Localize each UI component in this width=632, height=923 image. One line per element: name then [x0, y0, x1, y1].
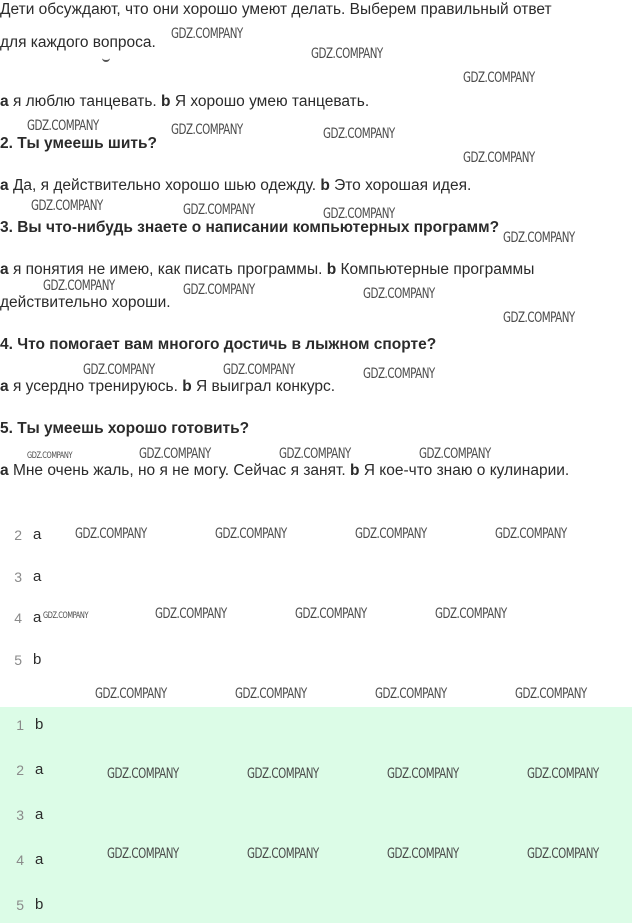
- question-2-title: 2. Ты умеешь шить?: [0, 135, 157, 152]
- watermark: GDZ.COMPANY: [495, 526, 567, 542]
- question-3-title: 3. Вы что-нибудь знаете о написании компьютерных программ?: [0, 219, 500, 236]
- option-letter-b: b: [320, 177, 330, 194]
- answer-number: 1: [16, 717, 24, 733]
- watermark: GDZ.COMPANY: [139, 446, 211, 462]
- question-4-title: 4. Что помогает вам многого достичь в лыжном спорте?: [0, 336, 437, 353]
- option-b-text: Я кое-что знаю о кулинарии.: [363, 462, 570, 479]
- watermark: GDZ.COMPANY: [171, 26, 243, 42]
- watermark: GDZ.COMPANY: [323, 126, 395, 142]
- watermark: GDZ.COMPANY: [247, 846, 319, 862]
- option-letter-a: a: [0, 177, 9, 194]
- watermark: GDZ.COMPANY: [155, 606, 227, 622]
- watermark: GDZ.COMPANY: [75, 526, 147, 542]
- watermark: GDZ.COMPANY: [235, 686, 307, 702]
- option-letter-b: b: [326, 261, 337, 278]
- watermark: GDZ.COMPANY: [527, 846, 599, 862]
- watermark: GDZ.COMPANY: [527, 766, 599, 782]
- answer-number: 2: [14, 527, 22, 543]
- option-letter-b: b: [161, 93, 171, 110]
- question-5-title: 5. Ты умеешь хорошо готовить?: [0, 420, 250, 437]
- watermark: GDZ.COMPANY: [363, 286, 435, 302]
- answer-letter: a: [35, 851, 44, 868]
- watermark: GDZ.COMPANY: [419, 446, 491, 462]
- answer-letter: a: [35, 761, 44, 778]
- watermark: GDZ.COMPANY: [363, 366, 435, 382]
- watermark: GDZ.COMPANY: [503, 310, 575, 326]
- question-3-options-continued: действительно хороши.: [0, 294, 171, 311]
- answer-letter: a: [33, 609, 42, 626]
- watermark: GDZ.COMPANY: [31, 198, 103, 214]
- answer-number: 4: [16, 852, 24, 868]
- answer-key-panel: [0, 707, 632, 923]
- option-letter-b: b: [350, 462, 360, 479]
- option-letter-a: a: [0, 462, 9, 479]
- answer-letter: a: [35, 806, 44, 823]
- intro-line-2: для каждого вопроса.: [0, 34, 156, 51]
- watermark: GDZ.COMPANY: [503, 230, 575, 246]
- answer-letter: a: [33, 568, 42, 585]
- answer-number: 3: [16, 807, 24, 823]
- option-letter-b: b: [182, 378, 192, 395]
- answer-number: 5: [16, 897, 24, 913]
- watermark: GDZ.COMPANY: [247, 766, 319, 782]
- watermark: GDZ.COMPANY: [435, 606, 507, 622]
- watermark: GDZ.COMPANY: [223, 362, 295, 378]
- answer-letter: b: [35, 716, 44, 733]
- answer-number: 2: [16, 762, 24, 778]
- option-letter-a: a: [0, 261, 9, 278]
- option-b-text: Я выиграл конкурс.: [195, 378, 336, 395]
- option-a-text: Мне очень жаль, но я не могу. Сейчас я занят.: [12, 462, 346, 479]
- watermark: GDZ.COMPANY: [279, 446, 351, 462]
- question-1-options: [0, 92, 369, 112]
- watermark: GDZ.COMPANY: [375, 686, 447, 702]
- watermark: GDZ.COMPANY: [215, 526, 287, 542]
- option-letter-a: a: [0, 93, 9, 110]
- watermark: GDZ.COMPANY: [107, 766, 179, 782]
- answer-letter: b: [33, 651, 42, 668]
- watermark: GDZ.COMPANY: [27, 451, 73, 461]
- watermark: GDZ.COMPANY: [311, 46, 383, 62]
- question-3-options: [0, 260, 534, 280]
- watermark: GDZ.COMPANY: [463, 70, 535, 86]
- option-b-text: Компьютерные программы: [340, 261, 535, 278]
- watermark: GDZ.COMPANY: [43, 611, 89, 621]
- option-a-text: Да, я действительно хорошо шью одежду.: [12, 177, 316, 194]
- watermark: GDZ.COMPANY: [355, 526, 427, 542]
- option-a-text: я люблю танцевать.: [12, 93, 157, 110]
- watermark: GDZ.COMPANY: [171, 122, 243, 138]
- option-a-text: я усердно тренируюсь.: [12, 378, 178, 395]
- watermark: GDZ.COMPANY: [515, 686, 587, 702]
- watermark: GDZ.COMPANY: [83, 362, 155, 378]
- intro-line-1: Дети обсуждают, что они хорошо умеют делать. Выберем правильный ответ: [0, 1, 552, 18]
- answer-letter: a: [33, 526, 42, 543]
- watermark: GDZ.COMPANY: [463, 150, 535, 166]
- answer-number: 4: [14, 610, 22, 626]
- watermark: GDZ.COMPANY: [95, 686, 167, 702]
- watermark: GDZ.COMPANY: [387, 846, 459, 862]
- option-b-text: Это хорошая идея.: [334, 177, 472, 194]
- watermark: GDZ.COMPANY: [295, 606, 367, 622]
- watermark: GDZ.COMPANY: [107, 846, 179, 862]
- cut-off-glyph: [102, 56, 110, 62]
- question-5-options: [0, 461, 569, 481]
- answer-number: 3: [14, 569, 22, 585]
- watermark: GDZ.COMPANY: [323, 206, 395, 222]
- option-letter-a: a: [0, 378, 9, 395]
- question-4-options: [0, 377, 335, 397]
- option-b-text: Я хорошо умею танцевать.: [174, 93, 370, 110]
- watermark: GDZ.COMPANY: [43, 278, 115, 294]
- question-2-options: [0, 176, 471, 196]
- watermark: GDZ.COMPANY: [27, 118, 99, 134]
- option-a-text: я понятия не имею, как писать программы.: [12, 261, 323, 278]
- answer-number: 5: [14, 652, 22, 668]
- watermark: GDZ.COMPANY: [387, 766, 459, 782]
- watermark: GDZ.COMPANY: [183, 202, 255, 218]
- answer-letter: b: [35, 896, 44, 913]
- watermark: GDZ.COMPANY: [183, 282, 255, 298]
